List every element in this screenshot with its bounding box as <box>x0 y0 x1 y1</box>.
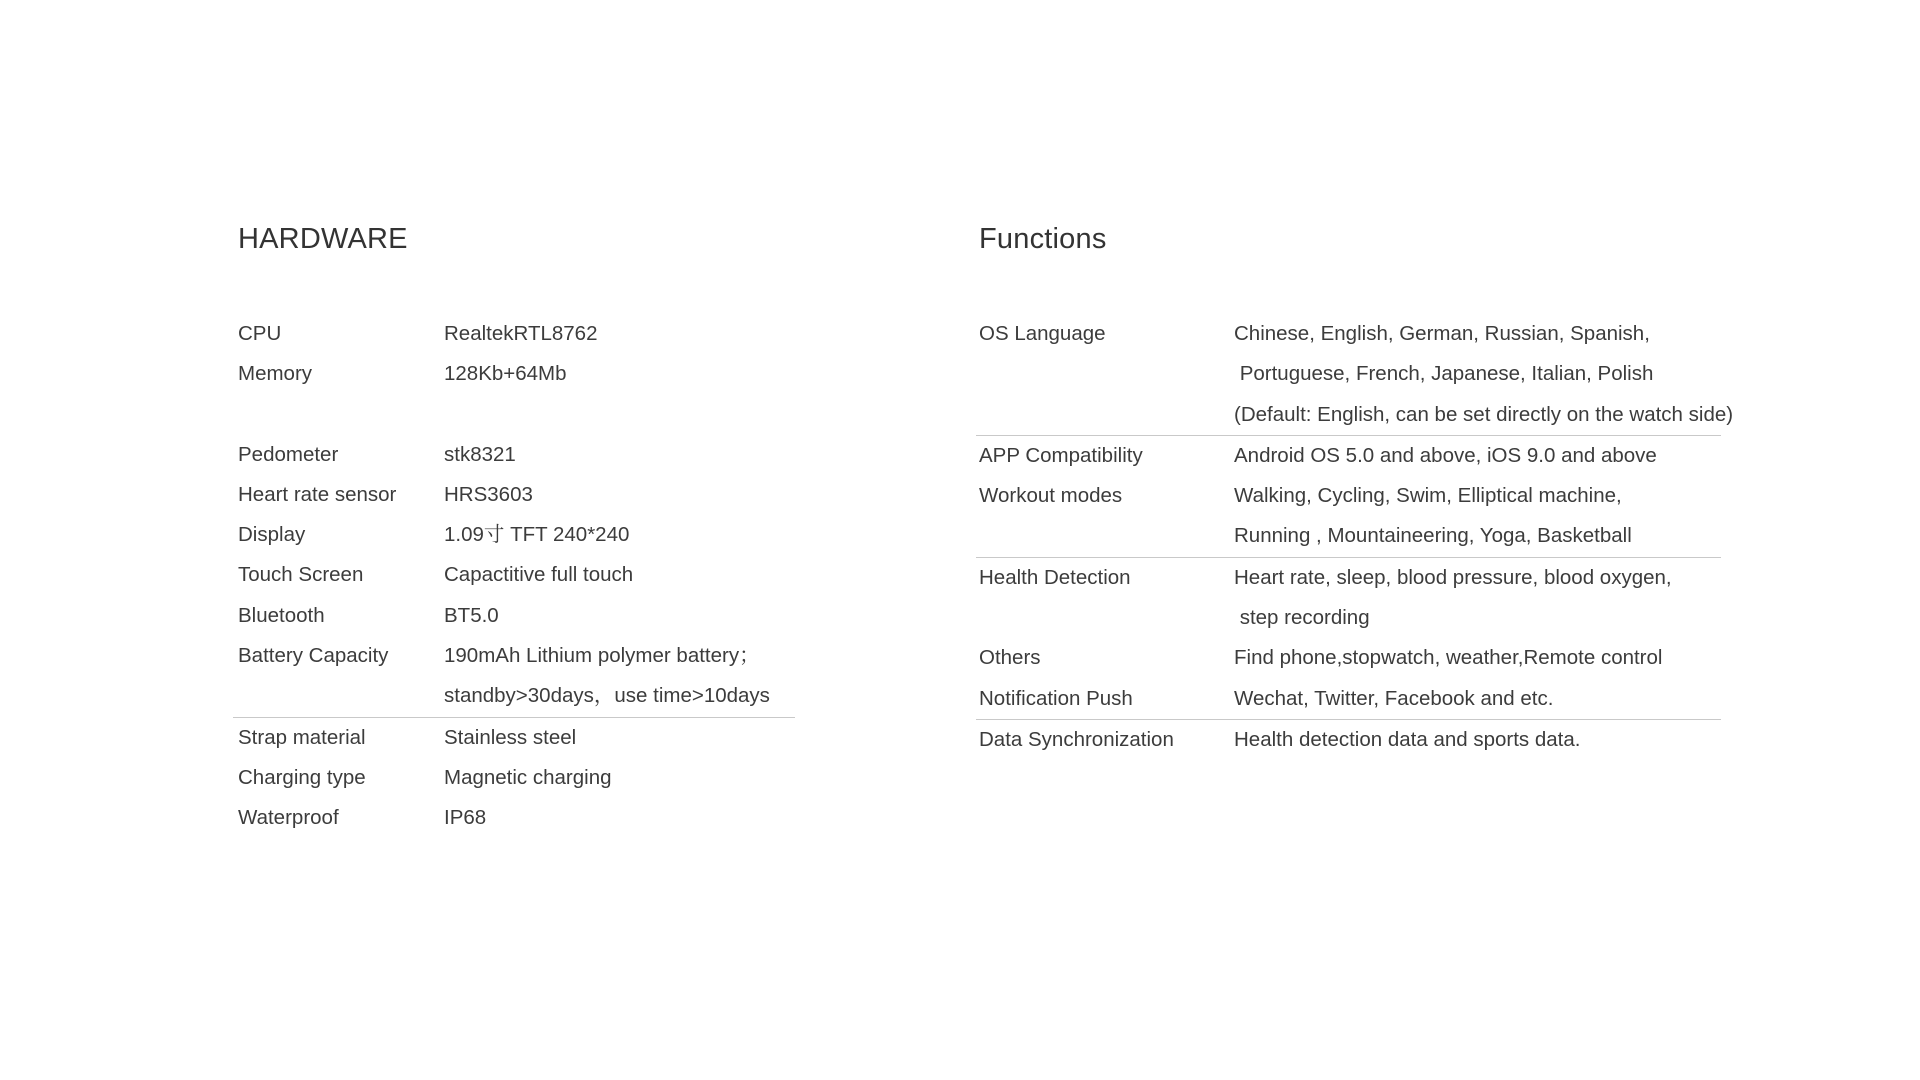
spec-label: Charging type <box>238 765 366 789</box>
spec-row-display <box>238 515 798 555</box>
spec-label: Pedometer <box>238 442 339 466</box>
spec-label: APP Compatibility <box>979 443 1143 467</box>
spec-value <box>1234 679 1553 719</box>
spec-value <box>444 718 576 758</box>
spec-row-cpu <box>238 314 798 354</box>
spec-row-health-detection <box>976 557 1721 639</box>
spec-value <box>1234 638 1662 678</box>
functions-section <box>979 223 1734 760</box>
spec-row-waterproof <box>238 798 798 838</box>
spec-value <box>1234 436 1657 476</box>
spec-row-touch-screen <box>238 555 798 595</box>
spec-row-memory <box>238 354 798 394</box>
spec-value <box>444 435 516 475</box>
spec-row-notification-push <box>979 679 1724 719</box>
spec-row-bluetooth <box>238 596 798 636</box>
spec-value-line: (Default: English, can be set directly on the watch side) <box>1234 402 1734 426</box>
spec-label: Battery Capacity <box>238 644 389 668</box>
spec-value-line: IP68 <box>444 806 487 830</box>
spec-value-line: 128Kb+64Mb <box>444 362 567 386</box>
spec-value-line: RealtekRTL8762 <box>444 322 598 345</box>
spec-row-os-language <box>979 314 1734 435</box>
spec-label: Workout modes <box>979 484 1123 508</box>
spec-row-data-synchronization <box>976 719 1721 760</box>
spec-value <box>1234 558 1672 639</box>
spec-value-line: Wechat, Twitter, Facebook and etc. <box>1234 686 1554 710</box>
spec-label: Strap material <box>238 725 366 749</box>
spec-value <box>444 758 612 798</box>
spec-value <box>1234 720 1580 760</box>
spec-value-line: Portuguese, French, Japanese, Italian, Polish <box>1234 362 1654 386</box>
spec-value <box>444 515 629 555</box>
spec-value-line: Magnetic charging <box>444 765 612 789</box>
spec-row-pedometer <box>238 435 798 475</box>
functions-spec-list <box>979 314 1734 760</box>
spec-value-line: Running , Mountaineering, Yoga, Basketball <box>1234 524 1632 548</box>
spec-label: Others <box>979 646 1041 670</box>
spec-value-line: Capactitive full touch <box>444 563 634 587</box>
spec-row-others <box>979 638 1724 678</box>
spec-value <box>444 354 567 394</box>
spec-value-line: Health detection data and sports data. <box>1234 727 1581 751</box>
spec-value-line: Android OS 5.0 and above, iOS 9.0 and above <box>1234 443 1657 467</box>
spec-value <box>444 636 770 717</box>
spec-label: Touch Screen <box>238 563 364 587</box>
spec-value <box>1234 476 1632 557</box>
spec-value-line: Find phone,stopwatch, weather,Remote control <box>1234 646 1663 670</box>
spec-value-line: stk8321 <box>444 442 516 466</box>
spec-label: Waterproof <box>238 806 339 830</box>
spec-label: Heart rate sensor <box>238 482 397 506</box>
spec-value <box>444 596 499 636</box>
spec-value-line: step recording <box>1234 606 1370 630</box>
spec-value-line: Chinese, English, German, Russian, Spanish, <box>1234 322 1650 345</box>
spec-value-line: Heart rate, sleep, blood pressure, blood oxygen, <box>1234 565 1672 589</box>
hardware-title: HARDWARE <box>238 223 408 255</box>
functions-title: Functions <box>979 223 1107 255</box>
spec-label: Memory <box>238 362 313 386</box>
spec-row-battery-capacity <box>238 636 798 717</box>
spec-label: Notification Push <box>979 686 1133 710</box>
spec-row-charging-type <box>238 758 798 798</box>
spec-label: CPU <box>238 322 282 345</box>
spec-label: Health Detection <box>979 565 1131 589</box>
spec-label: Bluetooth <box>238 603 325 627</box>
spec-row-workout-modes <box>979 476 1724 557</box>
spec-value-line: BT5.0 <box>444 603 499 627</box>
spec-value-line: Walking, Cycling, Swim, Elliptical machine, <box>1234 484 1622 508</box>
spec-row-heart-rate-sensor <box>238 475 798 515</box>
spec-value-line: HRS3603 <box>444 482 533 506</box>
spec-value <box>444 798 486 838</box>
spec-value-line: 190mAh Lithium polymer battery； <box>444 644 760 668</box>
spec-value-line: 1.09寸 TFT 240*240 <box>444 523 630 547</box>
spec-row-app-compatibility <box>976 435 1721 476</box>
spec-value <box>444 555 633 595</box>
spec-value <box>444 314 597 354</box>
spec-row-strap-material <box>233 717 795 758</box>
hardware-section <box>238 223 798 839</box>
hardware-spec-list <box>238 314 798 839</box>
spec-label: Display <box>238 523 306 547</box>
spec-value-line: Stainless steel <box>444 725 577 749</box>
spec-label: OS Language <box>979 322 1106 345</box>
spec-value-line: standby>30days，use time>10days <box>444 684 770 708</box>
spec-value <box>444 475 533 515</box>
spec-value <box>1234 314 1733 435</box>
spec-label: Data Synchronization <box>979 727 1174 751</box>
